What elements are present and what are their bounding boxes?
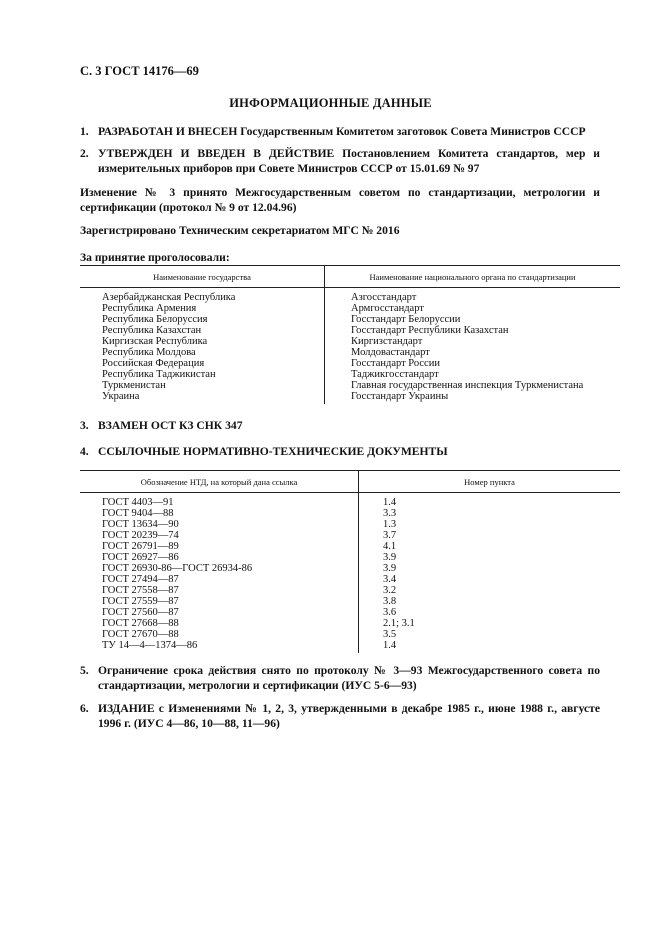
references-table-row-cell-2: 3.4 bbox=[383, 574, 397, 585]
section-5 bbox=[80, 663, 600, 693]
references-table-row-cell-1: ГОСТ 27668—88 bbox=[80, 618, 359, 629]
voted-heading: За принятие проголосовали: bbox=[80, 251, 230, 264]
references-table-row-cell-2: 3.6 bbox=[383, 607, 397, 618]
references-table-row bbox=[80, 563, 620, 574]
states-table-row-cell-1: Республика Таджикистан bbox=[80, 369, 325, 380]
references-table-body bbox=[80, 493, 620, 654]
references-table-row bbox=[80, 640, 620, 653]
references-table-row-cell-2: 3.5 bbox=[383, 629, 397, 640]
references-table-row-cell-1: ТУ 14—4—1374—86 bbox=[80, 640, 359, 653]
states-table-body bbox=[80, 288, 620, 405]
references-table-row-cell-2: 1.4 bbox=[383, 497, 397, 508]
section-6 bbox=[80, 701, 600, 731]
states-table-row bbox=[80, 303, 620, 314]
references-table-row-cell-2: 3.8 bbox=[383, 596, 397, 607]
references-table-row-cell-1: ГОСТ 27670—88 bbox=[80, 629, 359, 640]
section-3-text: ВЗАМЕН ОСТ КЗ СНК 347 bbox=[98, 419, 243, 432]
states-table-row-cell-2: Госстандарт Белоруссии bbox=[351, 314, 461, 325]
references-table-row bbox=[80, 618, 620, 629]
states-table-row-cell-1: Республика Казахстан bbox=[80, 325, 325, 336]
references-table-row-cell-2: 3.9 bbox=[383, 552, 397, 563]
references-table-row-cell-1: ГОСТ 27560—87 bbox=[80, 607, 359, 618]
states-table-row-cell-2: Таджикгосстандарт bbox=[351, 369, 439, 380]
section-4-number: 4. bbox=[80, 445, 89, 458]
references-table-row-cell-1: ГОСТ 4403—91 bbox=[80, 493, 359, 509]
references-table-row-cell-1: ГОСТ 27494—87 bbox=[80, 574, 359, 585]
states-table bbox=[80, 265, 620, 404]
references-table-row bbox=[80, 530, 620, 541]
states-table-row-cell-1: Республика Молдова bbox=[80, 347, 325, 358]
references-table-row-cell-2: 1.4 bbox=[383, 640, 397, 651]
references-table-row bbox=[80, 493, 620, 509]
states-table-row-cell-1: Киргизская Республика bbox=[80, 336, 325, 347]
states-table-row bbox=[80, 369, 620, 380]
references-table-row bbox=[80, 508, 620, 519]
states-table-row bbox=[80, 314, 620, 325]
references-table-row-cell-1: ГОСТ 13634—90 bbox=[80, 519, 359, 530]
references-table-row-cell-2: 3.2 bbox=[383, 585, 397, 596]
states-table-row-cell-2: Киргизстандарт bbox=[351, 336, 423, 347]
references-table-row-cell-1: ГОСТ 9404—88 bbox=[80, 508, 359, 519]
references-table-row bbox=[80, 519, 620, 530]
states-table-row bbox=[80, 358, 620, 369]
references-table-row-cell-2: 1.3 bbox=[383, 519, 397, 530]
references-table-header-clause: Номер пункта bbox=[359, 471, 621, 493]
references-table-header-doc: Обозначение НТД, на который дана ссылка bbox=[80, 471, 359, 493]
states-table-row-cell-2: Азгосстандарт bbox=[351, 292, 417, 303]
section-3 bbox=[80, 418, 600, 433]
section-1-text: РАЗРАБОТАН И ВНЕСЕН Государственным Комитетом заготовок Совета Министров СССР bbox=[98, 125, 586, 138]
section-4 bbox=[80, 444, 600, 459]
section-1 bbox=[80, 124, 600, 139]
references-table-row-cell-1: ГОСТ 27559—87 bbox=[80, 596, 359, 607]
references-table-row bbox=[80, 596, 620, 607]
references-table-row-cell-2: 4.1 bbox=[383, 541, 397, 552]
references-table-row bbox=[80, 552, 620, 563]
states-table-row-cell-1: Туркменистан bbox=[80, 380, 325, 391]
references-table-row bbox=[80, 574, 620, 585]
states-table-row-cell-1: Украина bbox=[80, 391, 325, 404]
references-table-row-cell-2: 3.9 bbox=[383, 563, 397, 574]
references-table-row-cell-2: 2.1; 3.1 bbox=[383, 618, 415, 629]
states-table-row-cell-2: Госстандарт Украины bbox=[351, 391, 449, 402]
states-table-row-cell-2: Госстандарт Республики Казахстан bbox=[351, 325, 509, 336]
references-table-row bbox=[80, 541, 620, 552]
references-table-row-cell-1: ГОСТ 26927—86 bbox=[80, 552, 359, 563]
references-table-row-cell-1: ГОСТ 26930-86—ГОСТ 26934-86 bbox=[80, 563, 359, 574]
references-table-row-cell-2: 3.7 bbox=[383, 530, 397, 541]
section-1-number: 1. bbox=[80, 125, 89, 138]
references-table-row-cell-1: ГОСТ 27558—87 bbox=[80, 585, 359, 596]
states-table-row-cell-1: Республика Белоруссия bbox=[80, 314, 325, 325]
states-table-row-cell-1: Республика Армения bbox=[80, 303, 325, 314]
states-table-row-cell-2: Главная государственная инспекция Туркменистана bbox=[351, 380, 584, 391]
section-5-number: 5. bbox=[80, 664, 89, 677]
section-4-text: ССЫЛОЧНЫЕ НОРМАТИВНО-ТЕХНИЧЕСКИЕ ДОКУМЕНТЫ bbox=[98, 445, 448, 458]
registration-note: Зарегистрировано Техническим секретариатом МГС № 2016 bbox=[80, 224, 400, 237]
states-table-row-cell-2: Молдовастандарт bbox=[351, 347, 430, 358]
states-table-row-cell-2: Армгосстандарт bbox=[351, 303, 424, 314]
section-5-text: Ограничение срока действия снято по протоколу № 3—93 Межгосударственного совета по стандартизации, метрологии и сертификации (ИУС 5-6—93) bbox=[98, 664, 600, 692]
states-table-header-body: Наименование национального органа по стандартизации bbox=[325, 266, 621, 288]
states-table-row bbox=[80, 336, 620, 347]
references-table-row bbox=[80, 585, 620, 596]
change-note: Изменение № 3 принято Межгосударственным советом по стандартизации, метрологии и сертификации (протокол № 9 от 12.04.96) bbox=[80, 186, 600, 214]
states-table-row bbox=[80, 391, 620, 404]
section-2-number: 2. bbox=[80, 147, 89, 160]
page-header: С. 3 ГОСТ 14176—69 bbox=[80, 64, 199, 78]
section-2 bbox=[80, 146, 600, 176]
states-table-row-cell-1: Российская Федерация bbox=[80, 358, 325, 369]
states-table-row-cell-2: Госстандарт России bbox=[351, 358, 440, 369]
section-6-number: 6. bbox=[80, 702, 89, 715]
states-table-row bbox=[80, 288, 620, 304]
references-table-row-cell-1: ГОСТ 20239—74 bbox=[80, 530, 359, 541]
document-title: ИНФОРМАЦИОННЫЕ ДАННЫЕ bbox=[229, 96, 432, 110]
states-table-row bbox=[80, 347, 620, 358]
references-table-row bbox=[80, 607, 620, 618]
states-table-row bbox=[80, 380, 620, 391]
section-2-text: УТВЕРЖДЕН И ВВЕДЕН В ДЕЙСТВИЕ Постановлением Комитета стандартов, мер и измерительных приборов при Совете Министров СССР от 15.01.69 № 97 bbox=[98, 147, 600, 175]
references-table bbox=[80, 470, 620, 653]
references-table-row-cell-2: 3.3 bbox=[383, 508, 397, 519]
references-table-row-cell-1: ГОСТ 26791—89 bbox=[80, 541, 359, 552]
section-6-text: ИЗДАНИЕ с Изменениями № 1, 2, 3, утвержденными в декабре 1985 г., июне 1988 г., августе 1996 г. (ИУС 4—86, 10—88, 11—96) bbox=[98, 702, 600, 730]
section-3-number: 3. bbox=[80, 419, 89, 432]
states-table-header-state: Наименование государства bbox=[80, 266, 325, 288]
references-table-row bbox=[80, 629, 620, 640]
states-table-row-cell-1: Азербайджанская Республика bbox=[80, 288, 325, 304]
states-table-row bbox=[80, 325, 620, 336]
